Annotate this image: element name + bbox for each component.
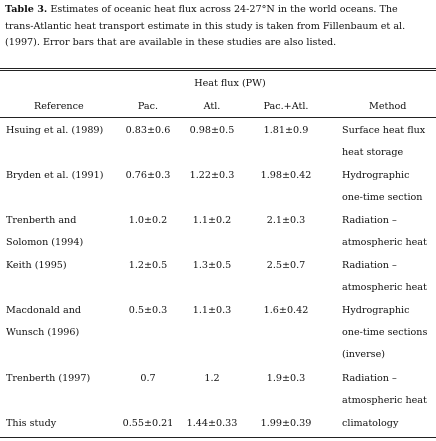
row3-sum: 2.1±0.3 <box>266 215 306 226</box>
caption-line-1: Estimates of oceanic heat flux across 24-27°N in the world oceans. The <box>50 4 398 15</box>
row3-atl: 1.1±0.2 <box>192 215 232 226</box>
row5-method-line1: Hydrographic <box>342 305 410 316</box>
col-header-pac-atl: Pac.+Atl. <box>263 101 309 112</box>
row3-pac: 1.0±0.2 <box>128 215 168 226</box>
row6-reference: Trenberth (1997) <box>6 373 91 384</box>
row7-sum: 1.99±0.39 <box>260 418 312 429</box>
col-header-pac: Pac. <box>137 101 159 112</box>
row6-method-line2: atmospheric heat <box>342 395 427 406</box>
row2-method-line1: Hydrographic <box>342 170 410 181</box>
row1-method-line1: Surface heat flux <box>342 125 426 136</box>
col-header-method: Method <box>369 101 407 112</box>
row3-method-line1: Radiation – <box>342 215 397 226</box>
row5-method-line3: (inverse) <box>342 349 386 360</box>
row6-atl: 1.2 <box>204 373 220 384</box>
row5-pac: 0.5±0.3 <box>128 305 168 316</box>
caption-lead: Table 3. <box>5 4 48 15</box>
row5-sum: 1.6±0.42 <box>263 305 309 316</box>
col-header-reference: Reference <box>34 101 84 112</box>
row1-reference: Hsuing et al. (1989) <box>6 125 104 136</box>
group-header-heat-flux: Heat flux (PW) <box>194 78 266 89</box>
bottom-rule <box>0 437 436 438</box>
caption-line-2: trans-Atlantic heat transport estimate in this study is taken from Fillenbaum et al. <box>5 20 406 32</box>
row6-sum: 1.9±0.3 <box>266 373 306 384</box>
row3-reference-line2: Solomon (1994) <box>6 237 84 248</box>
row6-pac: 0.7 <box>140 373 156 384</box>
row2-pac: 0.76±0.3 <box>125 170 171 181</box>
caption-line-3: (1997). Error bars that are available in these studies are also listed. <box>5 37 337 48</box>
row7-reference: This study <box>6 418 57 429</box>
row2-sum: 1.98±0.42 <box>260 170 312 181</box>
row4-method-line2: atmospheric heat <box>342 282 427 293</box>
top-double-rule-a <box>0 68 436 69</box>
header-rule <box>0 117 436 118</box>
row1-atl: 0.98±0.5 <box>189 125 235 136</box>
row5-atl: 1.1±0.3 <box>192 305 232 316</box>
row1-sum: 1.81±0.9 <box>263 125 309 136</box>
row6-method-line1: Radiation – <box>342 373 397 384</box>
row5-reference-line1: Macdonald and <box>6 305 82 316</box>
col-header-atl: Atl. <box>203 101 221 112</box>
row7-pac: 0.55±0.21 <box>122 418 174 429</box>
row7-method-line1: climatology <box>342 418 399 429</box>
row1-method-line2: heat storage <box>342 147 404 158</box>
row3-reference-line1: Trenberth and <box>6 215 77 226</box>
row4-reference: Keith (1995) <box>6 260 67 271</box>
row2-reference: Bryden et al. (1991) <box>6 170 104 181</box>
row2-method-line2: one-time section <box>342 192 423 203</box>
row2-atl: 1.22±0.3 <box>189 170 235 181</box>
row4-atl: 1.3±0.5 <box>192 260 232 271</box>
table-caption <box>5 2 433 52</box>
top-double-rule-b <box>0 70 436 71</box>
row4-sum: 2.5±0.7 <box>266 260 306 271</box>
row1-pac: 0.83±0.6 <box>125 125 171 136</box>
row5-method-line2: one-time sections <box>342 327 428 338</box>
row3-method-line2: atmospheric heat <box>342 237 427 248</box>
row4-pac: 1.2±0.5 <box>128 260 168 271</box>
row7-atl: 1.44±0.33 <box>186 418 238 429</box>
row5-reference-line2: Wunsch (1996) <box>6 327 80 338</box>
row4-method-line1: Radiation – <box>342 260 397 271</box>
